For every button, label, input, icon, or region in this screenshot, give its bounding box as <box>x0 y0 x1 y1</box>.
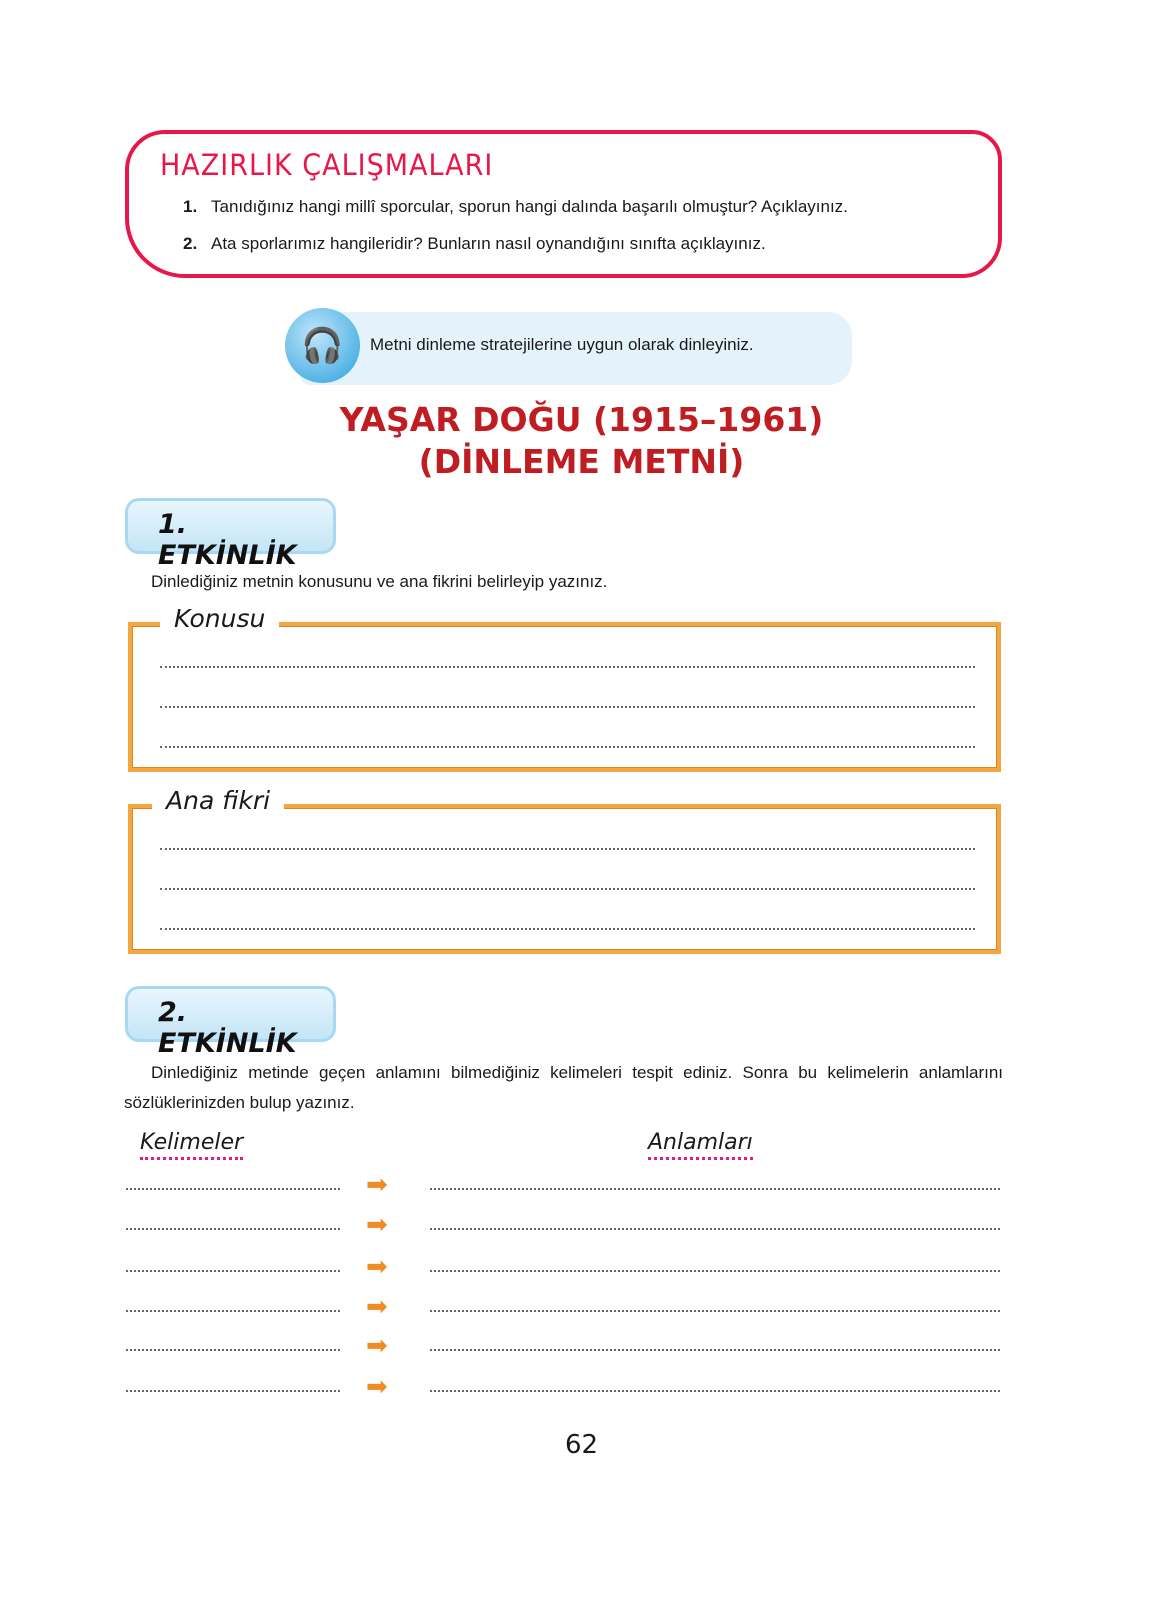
word-line[interactable] <box>126 1310 340 1312</box>
topic-box <box>128 604 1001 772</box>
text-subtitle: (DİNLEME METNİ) <box>418 442 745 481</box>
meaning-line[interactable] <box>430 1349 1000 1351</box>
meaning-line[interactable] <box>430 1270 1000 1272</box>
main-idea-box <box>128 786 1001 954</box>
word-line[interactable] <box>126 1228 340 1230</box>
arrow-right-icon: ➡ <box>366 1330 388 1360</box>
activity-2-badge: 2. ETKİNLİK <box>125 986 336 1042</box>
question-text: Ata sporlarımız hangileridir? Bunların nasıl oynandığını sınıfta açıklayınız. <box>211 234 766 253</box>
answer-line[interactable] <box>160 746 975 748</box>
question-number: 1. <box>183 197 198 216</box>
headphones-icon: 🎧 <box>285 308 360 383</box>
arrow-right-icon: ➡ <box>366 1371 388 1401</box>
words-heading: Kelimeler <box>140 1130 243 1160</box>
word-line[interactable] <box>126 1270 340 1272</box>
activity-1-badge: 1. ETKİNLİK <box>125 498 336 554</box>
text-title: YAŞAR DOĞU (1915–1961) <box>339 400 824 439</box>
answer-line[interactable] <box>160 848 975 850</box>
question-number: 2. <box>183 234 198 253</box>
meaning-line[interactable] <box>430 1390 1000 1392</box>
activity-2-instruction: Dinlediğiniz metinde geçen anlamını bilmediğiniz kelimeleri tespit ediniz. Sonra bu kelimelerin anlamlarını sözlüklerinizden bulup yazınız. <box>124 1063 1003 1112</box>
arrow-right-icon: ➡ <box>366 1251 388 1281</box>
arrow-right-icon: ➡ <box>366 1291 388 1321</box>
arrow-right-icon: ➡ <box>366 1169 388 1199</box>
preparation-title: HAZIRLIK ÇALIŞMALARI <box>160 148 494 183</box>
word-line[interactable] <box>126 1188 340 1190</box>
answer-line[interactable] <box>160 928 975 930</box>
question-text: Tanıdığınız hangi millî sporcular, sporun hangi dalında başarılı olmuştur? Açıklayınız. <box>211 197 848 216</box>
topic-label: Konusu <box>160 604 279 633</box>
word-line[interactable] <box>126 1349 340 1351</box>
answer-line[interactable] <box>160 706 975 708</box>
page-number: 62 <box>564 1430 599 1460</box>
question-2 <box>183 234 766 254</box>
question-1 <box>183 197 848 217</box>
arrow-right-icon: ➡ <box>366 1209 388 1239</box>
answer-line[interactable] <box>160 888 975 890</box>
activity-1-instruction: Dinlediğiniz metnin konusunu ve ana fikrini belirleyip yazınız. <box>151 572 608 591</box>
word-line[interactable] <box>126 1390 340 1392</box>
meaning-line[interactable] <box>430 1310 1000 1312</box>
answer-line[interactable] <box>160 666 975 668</box>
meaning-line[interactable] <box>430 1228 1000 1230</box>
meaning-line[interactable] <box>430 1188 1000 1190</box>
meanings-heading: Anlamları <box>648 1130 753 1160</box>
listening-instruction: Metni dinleme stratejilerine uygun olarak dinleyiniz. <box>370 335 754 354</box>
main-idea-label: Ana fikri <box>152 786 284 815</box>
